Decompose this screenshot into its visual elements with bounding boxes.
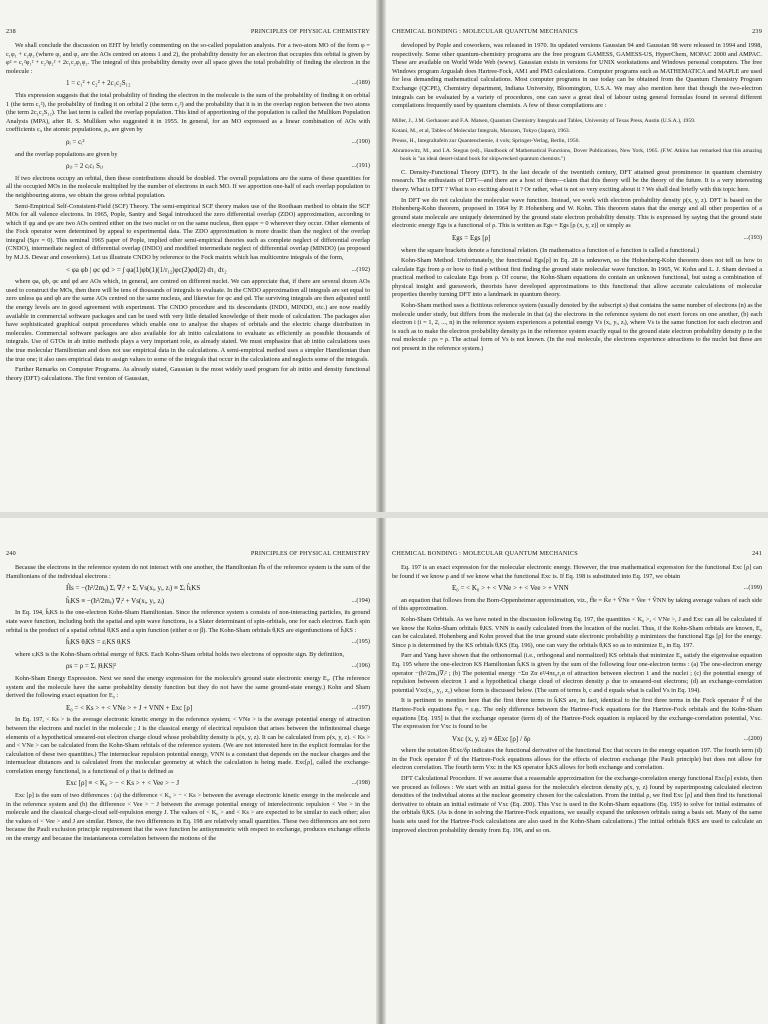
page-header [6, 0, 370, 35]
page-number: 238 [6, 28, 16, 35]
page-header [392, 518, 762, 557]
running-head: CHEMICAL BONDING : MOLECULAR QUANTUM MECHANICS [392, 28, 578, 35]
page-header [392, 0, 762, 35]
paragraph: Kohn-Sham method uses a fictitious reference system (usually denoted by the subscript s) that contains the same number of electrons (n) as the molecule under study, but differs from the molecule in that (a) the electrons in the reference system do not exert forces on one another, (b) each electron i (i = 1, 2, ..., n) in the reference system experiences a potential energy Vs (xᵢ, yᵢ, zᵢ), where Vs is the same function for each electron and is such as to make the electron probability density ρs in the reference system exactly equal to the ground state electron probability density ρ in the real molecule : ρs = ρ. The actual form of Vs is not known. (In the real molecule, the electrons experience attractions to the nuclei but these are not present in the reference system.) [392, 302, 762, 353]
running-head: PRINCIPLES OF PHYSICAL CHEMISTRY [250, 550, 370, 557]
paragraph: Kohn-Sham Orbitals. As we have noted in the discussion following Eq. 197, the quantities < K₀ >, < VNe >, J and Exc can all be calculated if we know the Kohn-Sham orbitals θᵢKS. VNN is easily calculated from the location of the nuclei. Thus, if the Kohn-Sham orbitals are known, E₀ can be calculated. Hohenberg and Kohn proved that the true ground state electronic probability ρ minimizes the functional Egs [ρ] for the energy. Since ρ is determined by the KS orbitals θᵢKS (Eq. 196), one can vary the orbitals θᵢKS so as to minimize E₀ in Eq. 197. [392, 615, 762, 649]
equation: < φa φb | φc φd > = ∫ φa(1)φb(1)(1/r₁₂)φc(2)φd(2) dτ₁ dτ₂ ...(192) [66, 265, 370, 274]
paragraph: Kohn-Sham Method. Unfortunately, the functional Egs[ρ] in Eq. 28 is unknown, so the Hohenberg-Kohn theorem does not tell us how to calculate Egs from ρ or how to find ρ without first finding the ground state molecular wave function. In 1965, W. Kohn and L. J. Sham devised a practical method to calculate Egs from ρ. Of course, the Kohn-Sham equations do contain an unknown functional, but using a combination of physical insight and guesswork, theorists have developed approximations to this functional that allow accurate calculations of molecular properties thereby turning DFT into a landmark in quantum theory. [392, 257, 762, 299]
equation: Vxc (x, y, z) ≡ δExc [ρ] / δρ ...(200) [452, 734, 762, 743]
equation: ρs = ρ = Σᵢ |θᵢKS|² ...(196) [66, 662, 370, 671]
equation: 1 = c₁² + c₂² + 2c₁c₂S₁₂ ...(189) [66, 79, 370, 88]
running-head: CHEMICAL BONDING : MOLECULAR QUANTUM MECHANICS [392, 550, 578, 557]
page-number: 241 [752, 550, 762, 557]
paragraph: where φa, φb, φc and φd are AOs which, in general, are centred on different nuclei. We can appreciate that, if there are several dozen AOs used to construct the MOs, then there will be tens of thousands of integrals to evaluate. In the CNDO approximation all integrals are set equal to zero unless φa and φb are the same AOs centred on the same nucleus, and likewise for φc and φd. The surviving integrals are then adjusted until the energy levels are in good agreement with experiment. The CNDO procedure and its descendants (INDO, MINDO, etc.) are now readily available in commercial software packages and can be used with very little detailed knowledge of their mode of calculation. The packages also have sophisticated graphical output procedures which enable one to analyse the shapes of orbitals and the electric charge distribution in molecules. Commercial software packages are also available for ab initio calculations to evaluate as efficiently as possible thousands of integrals. Use of GTOs in ab initio methods plays a very important role, as already stated. We must emphasize that ab initio calculations uses the true molecular Hamiltonian and does not use empirical data in the calculations. A semi-empirical method uses a simpler Hamiltonian than the true one; it also uses empirical data to assign values to some of the integrals that occur in the calculations and neglects some of the integrals. [6, 278, 370, 363]
paragraph: Because the electrons in the reference system do not interact with one another, the Hamiltonian Ĥs of the reference system is the sum of the Hamiltonians of the individual electrons : [6, 564, 370, 580]
reference-list [392, 117, 762, 163]
equation: ρᵢ = cᵢ² ...(190) [66, 137, 370, 146]
equation: Ĥs = −(ħ²/2mₑ) Σᵢ ∇ᵢ² + Σᵢ Vs(xᵢ, yᵢ, zᵢ) ≡ Σᵢ ĥᵢKS [66, 584, 201, 593]
paragraph: where the notation δExc/δρ indicates the functional derivative of the functional Exc that occurs in the energy equation 197. The fourth term (d) in the Fock operator F̂ of the Hartree-Fock equations allows for the effects of electron exchange (the Pauli principle) but does not allow for electron correlation. The fourth term Vxc in the KS operator ĥᵢKS allows for both exchange and correlation. [392, 747, 762, 772]
paragraph: In DFT we do not calculate the molecular wave function. Instead, we work with electron probability density ρ(x, y, z). DFT is based on the Hohenberg-Kohn theorem, proposed in 1964 by P. Hohenberg and W. Kohn. This theorem states that the energy and all other properties of a ground state molecule are uniquely determined by the ground state electron probability density. This is expressed by saying that the ground state electronic energy Egs is a functional of ρ. This is written as Egs = Egs [ρ (x, y, z)] or simply as [392, 196, 762, 230]
equation: ĥᵢKS ≡ −(ħ²/2mₑ) ∇ᵢ² + Vs(xᵢ, yᵢ, zᵢ) ...(194) [66, 596, 370, 605]
page-number: 240 [6, 550, 16, 557]
paragraph: In Eq. 197, < Ks > is the average electronic kinetic energy in the reference system; < VNe > is the average potential energy of attraction between the electrons and nuclei in the molecule ; J is the classical energy of electrical repulsion that arises between the infinitesimal charge elements of a hypothetical smeared-out electron charge cloud whose probability density is ρ(x, y, z). It can be calculated from ρ(x, y, z). < Ks > and < VNe > can be calculated from the Kohn-Sham orbitals of the reference system. (We are not interested here in the explicit formulas for the calculation of these two quantities.) The internuclear repulsion potential energy, VNN is a constant that depends on the nuclear charges and the internuclear distances and is calculated from the molecular geometry at which the calculation is being made. Exc[ρ], called the exchange-correlation energy functional, is a functional of ρ that is defined as [6, 716, 370, 775]
page-body [6, 42, 370, 383]
paragraph: We shall conclude the discussion on EHT by briefly commenting on the so-called population analysis. For a two-atom MO of the form φ = c₁φ₁ + c₂φ₂ (where φ₁ and φ₂ are the AOs centred on atoms 1 and 2), the probability density for an electron that occupies this orbital is given by φ² = c₁²φ₁² + c₂²φ₂² + 2c₁c₂φ₁φ₂. The integral of this probability density over all space gives the total probability of finding the electron in the molecule : [6, 42, 370, 75]
page-body [6, 564, 370, 844]
running-head: PRINCIPLES OF PHYSICAL CHEMISTRY [250, 28, 370, 35]
paragraph: where εᵢKS is the Kohn-Sham orbital energy of θᵢKS. Each Kohn-Sham orbital holds two electrons of opposite sign. By definition, [15, 650, 345, 658]
paragraph: If two electrons occupy an orbital, then these contributions should be doubled. The overall populations are the sums of these quantities for all the occupied MOs in the molecule multiplied by the number of electrons in each MO. If we apportion one-half of each overlap population to the neighbouring atoms, we obtain the gross orbital population. [6, 174, 370, 199]
page-238 [0, 0, 376, 512]
page-number: 239 [752, 28, 762, 35]
equation: ĥᵢKS θᵢKS = εᵢKS θᵢKS ...(195) [66, 638, 370, 647]
paragraph: DFT Calculational Procedure. If we assume that a reasonable approximation for the exchange-correlation energy functional Exc[ρ] exists, then we proceed as follows : We start with an initial guess for the molecule's electron density ρ(x, y, z) found by superimposing calculated electron densities of the individual atoms at the nuclear geometry chosen for the calculation. From the initial ρ, we find Exc [ρ] and then find its functional derivative to obtain an initial estimate of Vxc (Eq. 200). This Vxc is used in the Kohn-Sham equations (Eq. 195) to solve for initial estimates of the orbitals θᵢKS. (As is done in solving the Hartree-Fock equations, we usually expand the unknown orbitals using a basis set. Many of the same basis sets used for the Hartree-Fock calculations are also used in the Kohn-Sham calculations.) The initial orbitals θᵢKS are used to calculate an improved electron probability density from Eq. 196, and so on. [392, 775, 762, 834]
paragraph: Parr and Yang have shown that the orthonormal (i.e., orthogonal and normalized) KS orbitals that minimize E₀ satisfy the eigenvalue equation Eq. 195 where the one-electron KS Hamiltonian ĥᵢKS is given by the sum of the following four one-electron terms : (a) The one-electron energy operator −(ħ²/2mₑ)∇ᵢ² ; (b) The potential energy −Σα Zα e²/4πε₀r₁α of attraction between electron 1 and the nuclei ; (c) the potential energy of repulsion between electron 1 and a hypothetical charge cloud of electron density ρ due to smeared-out electrons; (d) an exchange-correlation potential Vxc(x₁, y₁, z₁) whose form is discussed below. (The sum of terms b, c and d equals what is called Vs in Eq. 194). [392, 652, 762, 694]
page-239 [386, 0, 768, 512]
equation: E₀ = < K₀ > + < VNe > + < Vee > + VNN ...(199) [452, 584, 762, 593]
page-body [392, 42, 762, 354]
paragraph: C. Density-Functional Theory (DFT). In the last decade of the twentieth century, DFT attained great prominence in quantum chemistry research. The enthusiasts of DFT—and there are a host of them—claim that this theory will be the theory of the future. It is a very interesting theory. What is DFT ? What is so exciting about it ? Or rather, what is not so very exciting about it ? We shall deal briefly with this topic here. [392, 168, 762, 193]
paragraph: Exc [ρ] is the sum of two differences : (a) the difference < K₀ > − < Ks > between the average electronic kinetic energy in the molecule and in the reference system and (b) the difference < Vee > − J between the average potential energy of interelectronic repulsion < Vee > in the molecule and the classical charge-cloud self-repulsion energy J. The values of < K₀ > and < Ks > are expected to be similar to each other; also the values of < Vee > and J are similar. Hence, the two differences in Eq. 198 are relatively small quantities. These two differences are not zero because the Pauli exclusion principle requirement that the wave function be antisymmetric with respect to exchange, produces exchange effects on the energy and because the instantaneous correlation between the motions of the [6, 792, 370, 843]
paragraph: Semi-Empirical Self-Consistent-Field (SCF) Theory. The semi-empirical SCF theory makes use of the Roothaan method to obtain the SCF MOs for all valence electrons. In 1965, Pople, Santry and Segal introduced the zero differential overlap (ZDO) approximation, according to which if φμ and φν are two AOs centred either on the two nuclei or on the same nucleus, then φμφν = 0 wherever they occur. Other elements of the Fock operator were determined by appeal to experimental data. The ZDO approximation is more drastic than the neglect of the overlap integral (Sμν = 0). This seminal 1965 paper of Pople, implied other semi-empirical theories such as complete neglect of differential overlap (CNDO), intermediate neglect of differential overlap (INDO) and modified intermediate neglect of differential overlap (MINDO) (as proposed by M.J.S. Dewar and coworkers). Let us illustrate CNDO by reference to the Fock matrix which has multicentre integrals of the form, [6, 202, 370, 262]
page-body [392, 564, 762, 835]
paragraph: where the square brackets denote a functional relation. (In mathematics a function of a function is called a functional.) [401, 246, 699, 254]
paragraph: and the overlap populations are given by [15, 150, 118, 158]
page-240 [0, 518, 376, 1024]
paragraph: developed by Pople and coworkers, was released in 1970. Its updated versions Gaussian 94 and Gaussian 98 were released in 1994 and 1998, respectively. Some other quantum-chemistry programs are the free program GAMESS, GAMESS-US, HyperChem, MOPAC 2000 and AMPAC. These are available on World Wide Web (www). Gaussian exists in versions for UNIX workstations and Windows personal computers. The free Windows program Arguslab does Hartree-Fock, AM1 and PM3 calculations. Computer programs such as MATHEMATICA and MAPLE are used for less demanding mathematical calculations. Most computer programs in use today can be obtained from the Quantum Chemistry Program Exchange (QCPE), Chemistry department, Indiana University, Bloomington, U.S.A. We may also mention here that though the two-electron integrals can be evaluated by a variety of procedures, one can save a great deal of labour using general formulas found in several different compilations frequently used by quantum chemists. A few of these compilations are : [392, 42, 762, 110]
page-241 [386, 518, 768, 1024]
reference-item: Preuss, H., Integraltafeln zur Quantenchemie, 4 vols; Springer-Verlag, Berlin, 1956. [392, 137, 580, 144]
paragraph: Eq. 197 is an exact expression for the molecular electronic energy. However, the true mathematical expression for the functional Exc [ρ] can be found if we know ρ and if we know what the functional Exc is. If Eq. 198 is substituted into Eq. 197, we obtain [392, 564, 762, 580]
paragraph: It is pertinent to mention here that the first three terms in ĥᵢKS are, in fact, identical to the first three terms in the Fock operator F̂ of the Hartree-Fock equations F̂φᵢ = εᵢφᵢ. The only difference between the Hartree-Fock equations for the Hartree-Fock orbitals and the Kohn-Sham equations [Eq. 195] is that the exchange operator (term d) of the Hartree-Fock equation is replaced by the exchange-correlation potential, Vxc. The expression for Vxc is found to be [392, 697, 762, 731]
paragraph: Further Remarks on Computer Programs. As already stated, Gaussian is the most widely used program for ab initio and density functional theory (DFT) calculations. The first version of Gaussian, [6, 366, 370, 382]
page-header [6, 518, 370, 557]
reference-item: Abramowitz, M., and I.A. Stegun (ed)., Handbook of Mathematical Functions, Dover Publications, New York, 1965. (F.W. Atkins has remarked that this amazing book is "an ideal desert-island book for shipwrecked quantum chemists.") [392, 147, 762, 162]
reference-item: Miller, J., J.M. Gerhauser and F.A. Matsen, Quantum Chemistry Integrals and Tables, University of Texas Press, Austin (U.S.A.), 1959. [392, 117, 696, 124]
equation: E₀ = < Ks > + < VNe > + J + VNN + Exc [ρ] ...(197) [66, 703, 370, 712]
equation: Egs = Egs [ρ] ...(193) [452, 233, 762, 242]
equation: ρᵢⱼ = 2 cᵢcⱼ Sᵢⱼ ...(191) [66, 162, 370, 171]
paragraph: This expression suggests that the total probability of finding the electron in the molecule is the sum of the probability of finding it on orbital 1 (the term c₁²), the probability of finding it on orbital 2 (the term c₂²) and the probability that it is in the overlap region between the two atoms (the term 2c₁c₂S₁₂). The last term is called the overlap population. This kind of apportioning of the population is called the Mulliken Population Analysis (MPA), after R. S. Mulliken who suggested it in 1955. In general, for an MO expressed as a linear combination of AOs with coefficients cᵢ, the atomic populations, ρᵢ, are given by [6, 91, 370, 134]
paragraph: In Eq. 194, ĥᵢKS is the one-electron Kohn-Sham Hamiltonian. Since the reference system s consists of non-interacting particles, its ground state wave function, including both the spatial and spin wave functions, is a Slater determinant of spin-orbitals, one for each electron. Each spin orbital is the product of a spatial orbital θᵢKS and a spin function (either α or β). The Kohn-Sham orbitals θᵢKS are eigenfunctions of ĥᵢKS : [6, 609, 370, 634]
paragraph: an equation that follows from the Born-Oppenheimer approximation, viz., Ĥe = K̂e + V̂Ne + V̂ee + V̂NN by taking average values of each side of this approximation. [392, 596, 762, 613]
reference-item: Kotani, M., et al, Tables of Molecular Integrals, Maruzen, Tokyo (Japan), 1963. [392, 127, 571, 134]
equation: Exc [ρ] ≡ < K₀ > − < Ks > + < Vee > − J ...(198) [66, 779, 370, 788]
paragraph: Kohn-Sham Energy Expression. Next we need the energy expression for the molecule's ground state electronic energy E₀. (The reference system and the molecule have the same probability density function but they do not have the same ground-state energy.) Kohn and Sham derived the following exact equation for E₀ : [6, 674, 370, 700]
